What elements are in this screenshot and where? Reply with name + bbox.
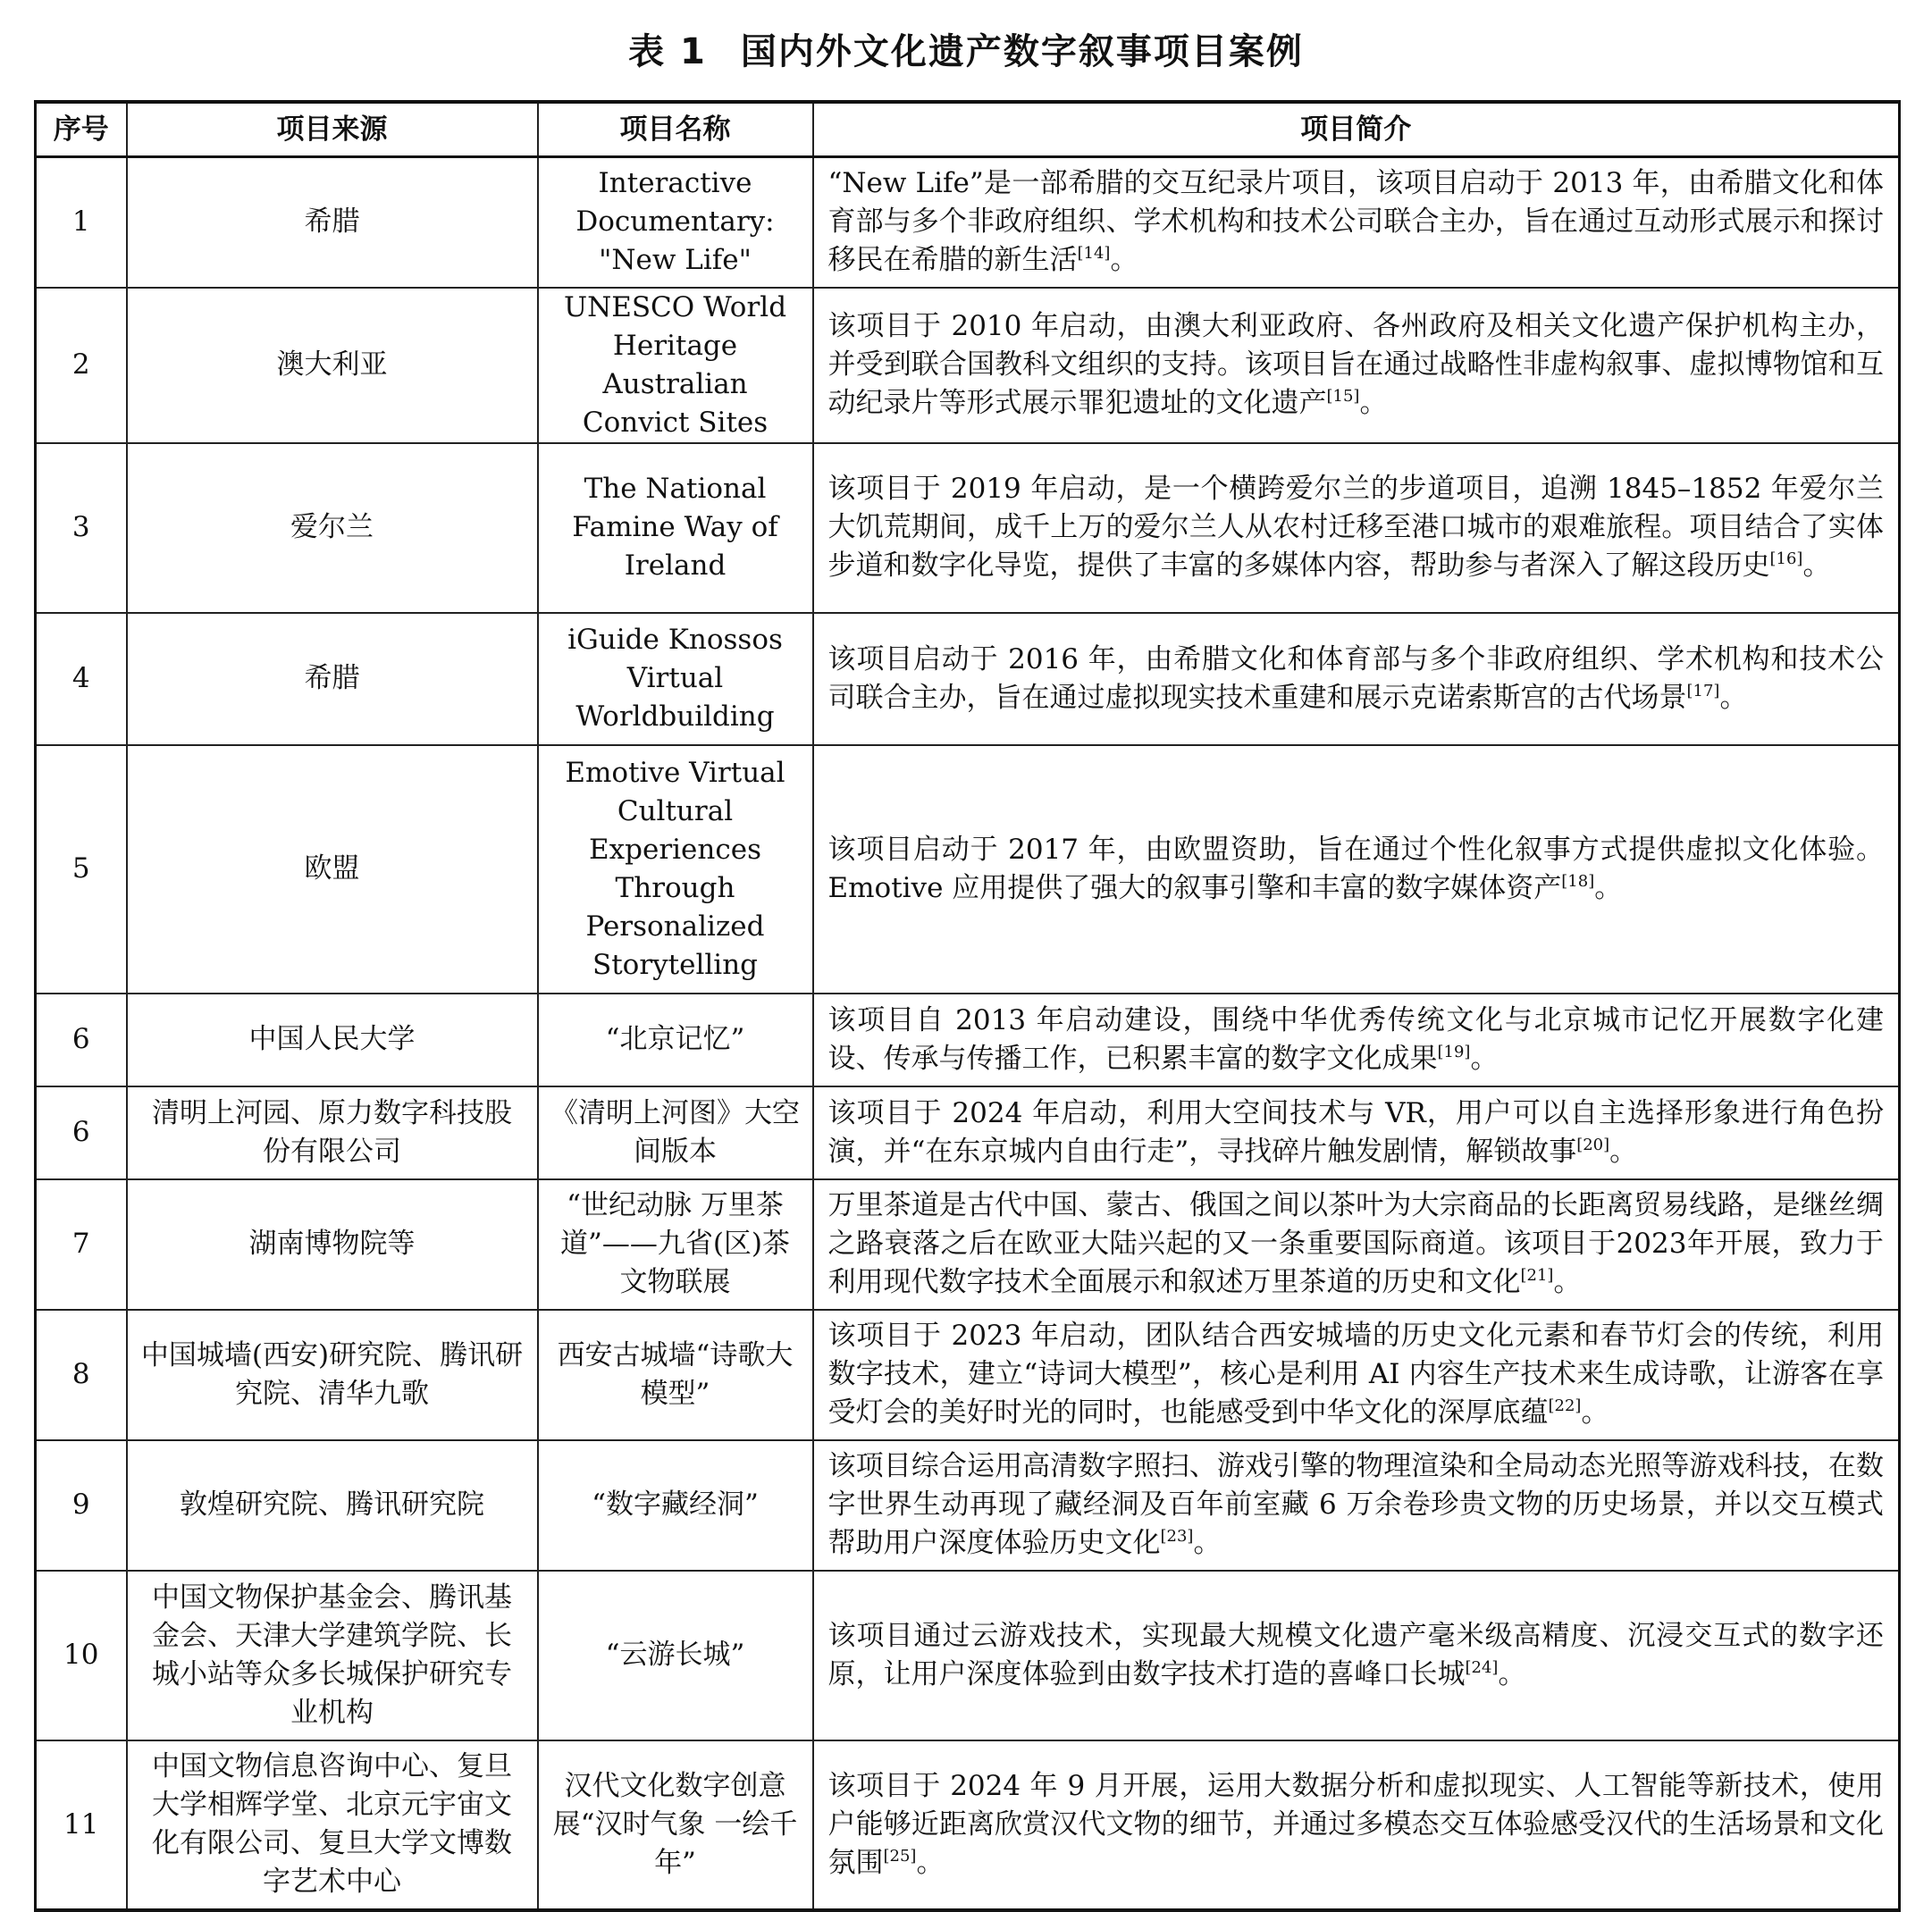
table-header-row <box>36 102 1900 157</box>
row-name: iGuide Knossos Virtual Worldbuilding <box>538 613 813 745</box>
row-desc <box>813 288 1900 443</box>
desc-text: 该项目自 2013 年启动建设，围绕中华优秀传统文化与北京城市记忆开展数字化建设、传承与传播工作，已积累丰富的数字文化成果 <box>827 1003 1884 1075</box>
citation-ref: [15] <box>1326 387 1360 406</box>
citation-ref: [21] <box>1520 1266 1554 1285</box>
desc-text: 该项目于 2019 年启动，是一个横跨爱尔兰的步道项目，追溯 1845–1852 年爱尔兰大饥荒期间，成千上万的爱尔兰人从农村迁移至港口城市的艰难旅程。项目结合了实体步道和数字化导览，提供了丰富的多媒体内容，帮助参与者深入了解这段历史 <box>827 473 1884 582</box>
desc-text: 该项目于 2010 年启动，由澳大利亚政府、各州政府及相关文化遗产保护机构主办，并受到联合国教科文组织的支持。该项目旨在通过战略性非虚构叙事、虚拟博物馆和互动纪录片等形式展示罪犯遗址的文化遗产 <box>827 310 1884 419</box>
citation-ref: [23] <box>1160 1527 1194 1546</box>
table-row <box>36 443 1900 613</box>
row-desc <box>813 1179 1900 1310</box>
desc-text: 该项目于 2024 年启动，利用大空间技术与 VR，用户可以自主选择形象进行角色扮演，并“在东京城内自由行走”，寻找碎片触发剧情，解锁故事 <box>827 1096 1884 1168</box>
citation-ref: [22] <box>1548 1396 1582 1415</box>
row-name: “北京记忆” <box>538 994 813 1086</box>
citation-ref: [14] <box>1077 244 1111 264</box>
row-name: “世纪动脉 万里茶道”——九省(区)茶文物联展 <box>538 1179 813 1310</box>
projects-table <box>34 100 1901 1912</box>
desc-text: 该项目于 2023 年启动，团队结合西安城墙的历史文化元素和春节灯会的传统，利用数字技术，建立“诗词大模型”，核心是利用 AI 内容生产技术来生成诗歌，让游客在享受灯会的美好时光的同时，也能感受到中华文化的深厚底蕴 <box>827 1320 1884 1429</box>
desc-tail: 。 <box>1594 871 1623 904</box>
desc-text: 万里茶道是古代中国、蒙古、俄国之间以茶叶为大宗商品的长距离贸易线路，是继丝绸之路衰落之后在欧亚大陆兴起的又一条重要国际商道。该项目于2023年开展，致力于利用现代数字技术全面展示和叙述万里茶道的历史和文化 <box>827 1189 1884 1298</box>
row-name: Emotive Virtual Cultural Experiences Through Personalized Storytelling <box>538 745 813 994</box>
row-name: 西安古城墙“诗歌大模型” <box>538 1310 813 1440</box>
row-desc <box>813 1440 1900 1571</box>
header-desc: 项目简介 <box>813 102 1900 157</box>
row-source: 中国人民大学 <box>127 994 538 1086</box>
row-source: 清明上河园、原力数字科技股份有限公司 <box>127 1086 538 1179</box>
row-no: 6 <box>36 1086 127 1179</box>
row-desc <box>813 1740 1900 1910</box>
row-source: 湖南博物院等 <box>127 1179 538 1310</box>
table-caption-label: 表 1 <box>628 31 707 72</box>
row-no: 3 <box>36 443 127 613</box>
row-desc <box>813 745 1900 994</box>
row-source: 中国城墙(西安)研究院、腾讯研究院、清华九歌 <box>127 1310 538 1440</box>
row-name: “云游长城” <box>538 1571 813 1740</box>
row-source: 希腊 <box>127 157 538 288</box>
row-source: 希腊 <box>127 613 538 745</box>
table-caption-title: 国内外文化遗产数字叙事项目案例 <box>740 31 1304 72</box>
table-row <box>36 1179 1900 1310</box>
citation-ref: [18] <box>1561 871 1595 891</box>
row-desc <box>813 157 1900 288</box>
row-desc <box>813 994 1900 1086</box>
desc-text: 该项目启动于 2017 年，由欧盟资助，旨在通过个性化叙事方式提供虚拟文化体验。Emotive 应用提供了强大的叙事引擎和丰富的数字媒体资产 <box>827 833 1884 904</box>
row-no: 6 <box>36 994 127 1086</box>
header-no: 序号 <box>36 102 127 157</box>
row-no: 2 <box>36 288 127 443</box>
table-row <box>36 613 1900 745</box>
row-name: Interactive Documentary: "New Life" <box>538 157 813 288</box>
desc-tail: 。 <box>1193 1527 1222 1559</box>
desc-text: 该项目启动于 2016 年，由希腊文化和体育部与多个非政府组织、学术机构和技术公司联合主办，旨在通过虚拟现实技术重建和展示克诺索斯宫的古代场景 <box>827 642 1884 714</box>
desc-text: 该项目综合运用高清数字照扫、游戏引擎的物理渲染和全局动态光照等游戏科技，在数字世界生动再现了藏经洞及百年前室藏 6 万余卷珍贵文物的历史场景，并以交互模式帮助用户深度体验历史文化 <box>827 1450 1884 1559</box>
row-source: 欧盟 <box>127 745 538 994</box>
row-source: 中国文物信息咨询中心、复旦大学相辉学堂、北京元宇宙文化有限公司、复旦大学文博数字艺术中心 <box>127 1740 538 1910</box>
header-source: 项目来源 <box>127 102 538 157</box>
row-desc <box>813 1571 1900 1740</box>
row-source: 敦煌研究院、腾讯研究院 <box>127 1440 538 1571</box>
row-name: 《清明上河图》大空间版本 <box>538 1086 813 1179</box>
desc-tail: 。 <box>916 1846 945 1879</box>
table-row <box>36 1310 1900 1440</box>
desc-tail: 。 <box>1110 244 1138 277</box>
desc-tail: 。 <box>1359 387 1388 419</box>
citation-ref: [17] <box>1686 681 1720 700</box>
row-name: “数字藏经洞” <box>538 1440 813 1571</box>
citation-ref: [24] <box>1465 1657 1499 1677</box>
row-name: 汉代文化数字创意展“汉时气象 一绘千年” <box>538 1740 813 1910</box>
desc-tail: 。 <box>1719 681 1748 714</box>
row-source: 爱尔兰 <box>127 443 538 613</box>
row-desc <box>813 1086 1900 1179</box>
row-no: 5 <box>36 745 127 994</box>
row-desc <box>813 1310 1900 1440</box>
row-no: 4 <box>36 613 127 745</box>
desc-tail: 。 <box>1609 1135 1638 1168</box>
citation-ref: [25] <box>883 1846 917 1866</box>
header-name: 项目名称 <box>538 102 813 157</box>
citation-ref: [19] <box>1437 1042 1471 1061</box>
row-source: 中国文物保护基金会、腾讯基金会、天津大学建筑学院、长城小站等众多长城保护研究专业机构 <box>127 1571 538 1740</box>
row-desc <box>813 613 1900 745</box>
desc-tail: 。 <box>1553 1266 1582 1298</box>
row-no: 1 <box>36 157 127 288</box>
desc-tail: 。 <box>1498 1657 1526 1690</box>
table-row <box>36 1571 1900 1740</box>
citation-ref: [20] <box>1576 1135 1610 1154</box>
table-row <box>36 745 1900 994</box>
table-row <box>36 1086 1900 1179</box>
desc-text: 该项目于 2024 年 9 月开展，运用大数据分析和虚拟现实、人工智能等新技术，使用户能够近距离欣赏汉代文物的细节，并通过多模态交互体验感受汉代的生活场景和文化氛围 <box>827 1769 1884 1879</box>
row-no: 8 <box>36 1310 127 1440</box>
row-name: UNESCO World Heritage Australian Convict Sites <box>538 288 813 443</box>
row-desc <box>813 443 1900 613</box>
row-no: 7 <box>36 1179 127 1310</box>
row-name: The National Famine Way of Ireland <box>538 443 813 613</box>
row-source: 澳大利亚 <box>127 288 538 443</box>
table-row <box>36 1440 1900 1571</box>
desc-tail: 。 <box>1802 549 1831 582</box>
row-no: 10 <box>36 1571 127 1740</box>
table-row <box>36 1740 1900 1910</box>
desc-tail: 。 <box>1470 1042 1499 1075</box>
citation-ref: [16] <box>1769 549 1803 568</box>
desc-text: 该项目通过云游戏技术，实现最大规模文化遗产毫米级高精度、沉浸交互式的数字还原，让用户深度体验到由数字技术打造的喜峰口长城 <box>827 1619 1884 1690</box>
table-caption <box>0 25 1932 79</box>
table-row <box>36 288 1900 443</box>
row-no: 11 <box>36 1740 127 1910</box>
desc-tail: 。 <box>1581 1396 1609 1429</box>
table-row <box>36 157 1900 288</box>
desc-text: “New Life”是一部希腊的交互纪录片项目，该项目启动于 2013 年，由希腊文化和体育部与多个非政府组织、学术机构和技术公司联合主办，旨在通过互动形式展示和探讨移民在希腊的新生活 <box>827 167 1884 277</box>
row-no: 9 <box>36 1440 127 1571</box>
table-row <box>36 994 1900 1086</box>
